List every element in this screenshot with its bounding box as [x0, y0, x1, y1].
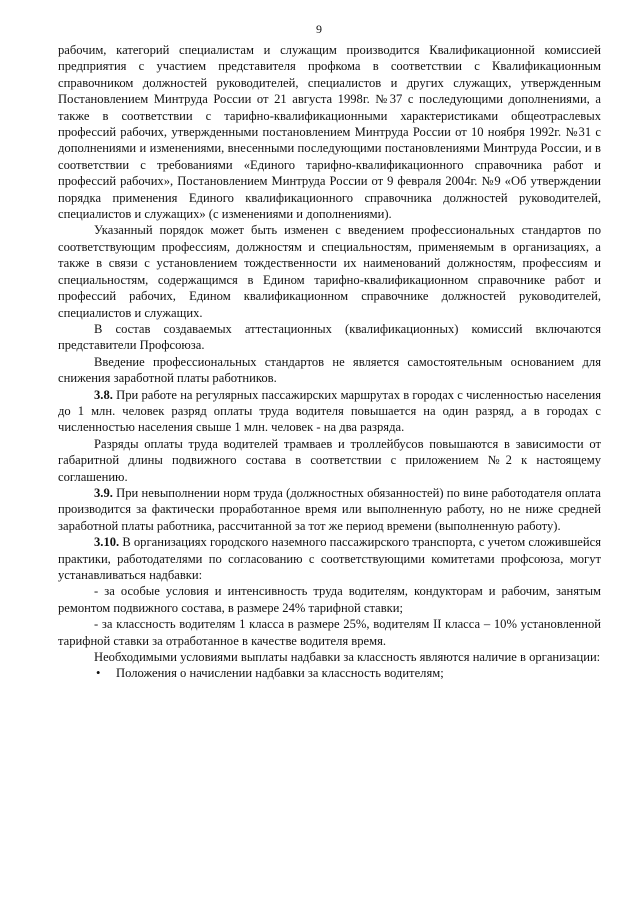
clause-number: 3.8.	[94, 387, 113, 402]
clause-paragraph	[58, 534, 601, 583]
bullet-icon: •	[96, 666, 101, 681]
paragraph: - за классность водителям 1 класса в размере 25%, водителям II класса – 10% установленной тарифной ставки за отработанное в качестве водителя время.	[58, 617, 601, 648]
paragraph: Необходимыми условиями выплаты надбавки за классность являются наличие в организации:	[94, 650, 601, 665]
paragraph: рабочим, категорий специалистам и служащим производится Квалификационной комиссией предприятия с участием представителя профкома в соответствии с Квалификационным справочником должностей руководителей, специалистов и других служащих, утвержденным Постановлением Минтруда России от 21 августа 1998г. №37 с последующими дополнениями, а также в соответствии с тарифно-квалификационными характеристиками общеотраслевых профессий рабочих, утвержденными постановлением Минтруда России от 10 ноября 1992г. №31 с дополнениями и изменениями, внесенными последующими постановлениями Минтруда России, и в соответствии с требованиями «Единого тарифно-квалификационного справочника работ и профессий рабочих», Постановлением Минтруда России от 9 февраля 2004г. №9 «Об утверждении порядка применения Единого квалификационного справочника должностей руководителей, специалистов и служащих» (с изменениями и дополнениями).	[58, 43, 601, 222]
paragraph: Введение профессиональных стандартов не является самостоятельным основанием для снижения заработной платы работников.	[58, 354, 601, 386]
clause-text: В организациях городского наземного пассажирского транспорта, с учетом сложившейся практики, работодателями по согласованию с соответствующими комитетами профсоюза, могут устанавливаться надбавки:	[58, 535, 602, 582]
clause-number: 3.9.	[94, 485, 113, 500]
clause-paragraph	[58, 387, 601, 436]
page-number: 9	[316, 22, 322, 36]
paragraph: Разряды оплаты труда водителей трамваев и троллейбусов повышаются в зависимости от габаритной длины подвижного состава в соответствии с приложением №2 к настоящему соглашению.	[58, 436, 601, 484]
clause-paragraph	[58, 485, 601, 534]
paragraph: В состав создаваемых аттестационных (квалификационных) комиссий включаются представители Профсоюза.	[58, 321, 601, 353]
clause-text: При работе на регулярных пассажирских маршрутах в городах с численностью населения до 1 млн. человек разряд оплаты труда водителя повышается на один разряд, а в городах с численностью населения свыше 1 млн. человек - на два разряда.	[58, 387, 601, 435]
paragraph: - за особые условия и интенсивность труда водителям, кондукторам и рабочим, занятым ремонтом подвижного состава, в размере 24% тарифной ставки;	[58, 584, 601, 615]
clause-number: 3.10.	[94, 535, 120, 550]
document-body	[58, 42, 601, 682]
list-item-text: Положения о начислении надбавки за классность водителям;	[116, 666, 444, 681]
clause-text: При невыполнении норм труда (должностных обязанностей) по вине работодателя оплата производится за фактически проработанное время или выполненную работу, но не ниже средней заработной платы работника, рассчитанной за тот же период времени (выполненную работу).	[58, 485, 601, 533]
paragraph: Указанный порядок может быть изменен с введением профессиональных стандартов по соответствующим профессиям, должностям и специальностям, применяемым в организациях, а также в связи с установлением тождественности их наименований должностям, профессиям и специальностям, содержащимся в Едином тарифно-квалификационном справочнике работ и профессий рабочих, Едином квалификационном справочнике должностей руководителей, специалистов и служащих.	[58, 223, 601, 320]
bullet-list	[58, 665, 601, 681]
list-item	[58, 665, 601, 681]
